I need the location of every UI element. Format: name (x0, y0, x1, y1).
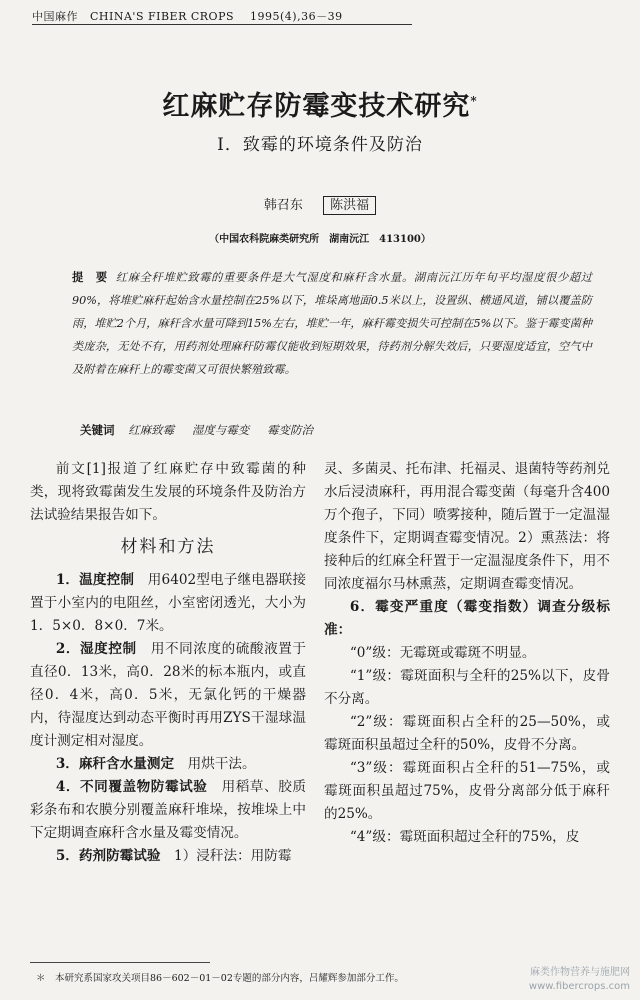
paper-subtitle: Ⅰ．致霉的环境条件及防治 (217, 135, 423, 155)
abstract (72, 266, 592, 381)
method-lead: 1．温度控制 (55, 572, 135, 588)
grade-item: “0”级：无霉斑或霉斑不明显。 (349, 645, 536, 661)
journal-name-cn: 中国麻作 (32, 10, 78, 23)
method-text: 用烘干法。 (174, 756, 256, 772)
continuation-paragraph: 灵、多菌灵、托布津、托福灵、退菌特等药剂兑水后浸渍麻秆，再用混合霉变菌（每毫升含400万个孢子，下同）喷雾接种，随后置于一定温湿度条件下，定期调查霉变情况。2）熏蒸法：将接种后的红麻全秆置于一定温湿度条件下，用不同浓度福尔马林熏蒸，定期调查霉变情况。 (324, 461, 610, 592)
abstract-text: 红麻全秆堆贮致霉的重要条件是大气湿度和麻秆含水量。湖南沅江历年旬平均湿度很少超过90%，将堆贮麻秆起始含水量控制在25%以下，堆垛离地面0.5米以上，设置纵、横通风道，铺以覆盖防雨，堆贮2个月，麻秆含水量可降到15%左右，堆贮一年，麻秆霉变损失可控制在5%以下。鉴于霉变菌种类庞杂，无处不有，用药剂处理麻秆防霉仅能收到短期效果，待药剂分解失效后，只要湿度适宜，空气中及附着在麻秆上的霉变菌又可很快繁殖致霉。 (72, 271, 592, 376)
author-list (0, 194, 640, 213)
journal-name-en: CHINA'S FIBER CROPS (90, 10, 235, 23)
method-text: 用6402型电子继电器联接置于小室内的电阻丝，小室密闭透光，大小为1．5×0．8×0．7米。 (30, 572, 306, 634)
grade-item: “1”级：霉斑面积与全秆的25%以下，皮骨不分离。 (324, 668, 610, 707)
keyword-item: 红麻致霉 (128, 423, 175, 437)
method-item (30, 753, 306, 776)
affiliation: （中国农科院麻类研究所 湖南沅江 413100） (209, 234, 431, 245)
running-header (32, 8, 592, 24)
author-2: 陈洪福 (323, 196, 376, 215)
author-1: 韩召东 (263, 198, 303, 213)
header-rule (32, 24, 412, 25)
section-heading: 材料和方法 (120, 537, 216, 557)
keywords (80, 422, 580, 438)
left-column (30, 458, 306, 868)
keyword-item: 霉变防治 (266, 423, 313, 437)
method-lead: 3．麻秆含水量测定 (55, 756, 175, 772)
keyword-item: 湿度与霉变 (191, 423, 250, 437)
method-text: 1）浸秆法：用防霉 (160, 848, 292, 864)
method-text: 用不同浓度的硫酸液置于直径0．13米，高0．28米的标本瓶内，或直径0．4米，高0．5米，无氯化钙的干燥器内，待湿度达到动态平衡时再用ZYS干湿球温度计测定相对湿度。 (30, 641, 306, 749)
grading-heading: 6．霉变严重度（霉变指数）调查分级标准： (324, 599, 610, 638)
method-item (30, 569, 306, 638)
paper-title (0, 84, 640, 123)
method-text: 用稻草、胶质彩条布和农膜分别覆盖麻秆堆垛，按堆垛上中下定期调查麻秆含水量及霉变情况。 (30, 779, 307, 841)
keywords-label: 关键词 (80, 423, 115, 437)
watermark-line-2: www.fibercrops.com (528, 981, 630, 992)
grade-item: “3”级：霉斑面积占全秆的51—75%，或霉斑面积虽超过75%，皮骨分离部分低于麻秆的25%。 (324, 760, 610, 822)
watermark-line-1: 麻类作物营养与施肥网 (530, 967, 630, 978)
site-watermark (529, 966, 630, 994)
title-text: 红麻贮存防霉变技术研究 (162, 91, 471, 122)
abstract-label: 提 要 (72, 270, 108, 284)
intro-paragraph: 前文[1]报道了红麻贮存中致霉菌的种类，现将致霉菌发生发展的环境条件及防治方法试验结果报告如下。 (30, 461, 306, 523)
grade-item: “4”级：霉斑面积超过全秆的75%，皮 (349, 829, 580, 845)
title-footnote-mark: * (470, 94, 478, 108)
grade-item: “2”级：霉斑面积占全秆的25—50%，或霉斑面积虽超过全秆的50%，皮骨不分离。 (324, 714, 610, 753)
method-lead: 5．药剂防霉试验 (55, 848, 161, 864)
issue-info: 1995(4),36－39 (250, 10, 343, 23)
method-lead: 2．湿度控制 (55, 641, 137, 657)
method-item (30, 638, 306, 753)
right-column (324, 458, 610, 849)
footnote-rule (30, 962, 210, 963)
method-item (30, 845, 306, 868)
method-lead: 4．不同覆盖物防霉试验 (55, 779, 208, 795)
method-item (30, 776, 306, 845)
footnote: ＊ 本研究系国家攻关项目86－602－01－02专题的部分内容，吕耀辉参加部分工作。 (36, 973, 404, 984)
